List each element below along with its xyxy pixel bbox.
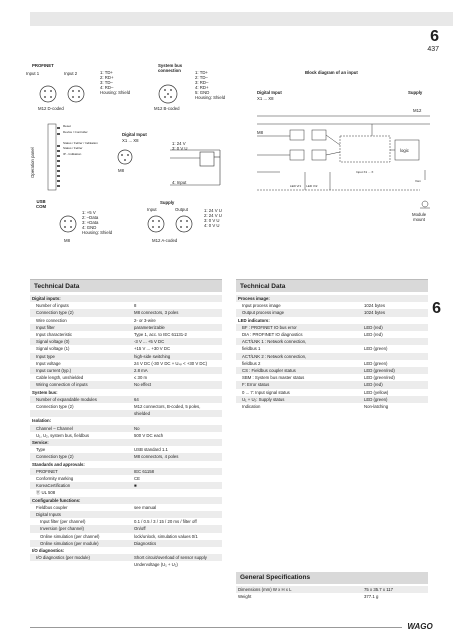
row-label: System bus: — [32, 389, 58, 395]
table-row — [30, 439, 222, 446]
chapter-number: 6 — [430, 28, 439, 45]
row-value: 24 V DC (-30 V DC + Uₛₚ < +30 V DC) — [134, 360, 208, 366]
row-label: Input current (typ.) — [36, 368, 72, 373]
row-value: 2- or 3-wire — [134, 317, 156, 323]
row-label: Online simulation (per module) — [40, 540, 99, 546]
table-row — [30, 331, 222, 338]
row-label: I/O diagnostics: — [32, 548, 65, 553]
table-row — [30, 533, 222, 540]
row-label: ACT/LNK 2 : Network connection, — [242, 353, 307, 359]
table-row — [30, 324, 222, 331]
table-row — [30, 317, 222, 324]
supply-output-label: Output — [175, 207, 188, 212]
table-row — [236, 331, 428, 338]
table-row — [30, 302, 222, 309]
row-label: Output process image — [242, 310, 285, 316]
table-row — [30, 353, 222, 360]
usb-pinout: 1: +5 V 2: –Data 3: +Data 4: GND Housing: Shield — [82, 210, 113, 235]
panel-labels: Reset Device / Controller Status / Fehler / Indikation Status / Fehler IP - Indikation — [63, 124, 98, 156]
row-label: Input voltage — [36, 360, 61, 366]
m8-label: M8 — [118, 168, 124, 173]
row-value: ■ — [134, 483, 137, 489]
input1-label: Input 1 — [26, 71, 40, 76]
module-mount-label: Module mount — [412, 212, 427, 222]
row-label: Input filter (per channel) — [40, 519, 86, 525]
m12-d-coded-label: M12 D-coded — [38, 106, 64, 111]
table-row — [30, 345, 222, 352]
table-row — [30, 547, 222, 554]
row-label: F: Error status — [242, 382, 270, 388]
block-led-labels: LED Vr1 LED Vr2 — [290, 184, 318, 188]
usb-title: USB COM — [36, 199, 47, 209]
table-row — [30, 417, 222, 424]
row-label: Process image: — [238, 296, 270, 301]
left-technical-data-header: Technical Data — [30, 279, 222, 292]
row-label: Wire connection — [36, 317, 67, 323]
table-row — [236, 586, 428, 593]
table-row — [30, 525, 222, 532]
table-row — [30, 374, 222, 381]
block-m8: M8 — [257, 130, 263, 135]
input2-label: Input 2 — [64, 71, 78, 76]
supply-pinout: 1: 24 V U 2: 24 V U 3: 0 V U 4: 0 V U — [204, 208, 222, 228]
row-label: U₁, U₂, system bus, fieldbus — [36, 432, 90, 438]
table-row — [30, 410, 222, 417]
row-value: M8 connectors, 3 poles — [134, 310, 179, 316]
row-label: Signal voltage (0) — [36, 339, 70, 345]
row-label: Number of inputs — [36, 303, 69, 309]
row-value: shielded — [134, 411, 151, 417]
row-label: Signal voltage (1) — [36, 346, 70, 352]
table-row — [30, 360, 222, 367]
row-value: Non-latching — [364, 404, 389, 409]
usb-connector — [60, 216, 76, 232]
row-value: No — [134, 425, 140, 431]
row-value: 1024 bytes — [364, 303, 386, 309]
table-row — [30, 482, 222, 489]
row-value: No effect — [134, 382, 152, 388]
table-row — [30, 338, 222, 345]
table-row — [236, 396, 428, 403]
row-value: 0.1 / 0.5 / 3 / 15 / 20 ms / filter off — [134, 519, 197, 525]
row-label: Indication — [242, 404, 261, 409]
table-row — [30, 511, 222, 518]
row-label: Cable length, unshielded — [36, 375, 84, 381]
profinet-connector-1 — [40, 86, 56, 102]
row-label: Input type — [36, 353, 55, 359]
block-supply: Supply — [408, 90, 423, 95]
table-row — [236, 317, 428, 324]
row-label: Fieldbus coupler — [36, 504, 68, 510]
table-row — [236, 353, 428, 360]
row-value: M12 connectors, B-coded, 5 poles, — [134, 404, 201, 409]
operation-panel-label: Operation panel — [30, 147, 35, 178]
footer-rule — [30, 627, 402, 628]
block-digital-input: Digital Input — [257, 90, 282, 95]
table-row — [30, 468, 222, 475]
row-value: 377.1 g — [364, 594, 379, 600]
block-logic: logic — [400, 148, 409, 153]
row-value: Diagnostics — [134, 540, 157, 546]
table-row — [30, 504, 222, 511]
row-value: Undervoltage (U₁ + U₂) — [134, 562, 178, 568]
table-row — [236, 367, 428, 374]
block-diagram — [257, 116, 430, 190]
row-value: LED (yellow) — [364, 389, 389, 395]
table-row — [30, 518, 222, 525]
row-label: fieldbus 2 — [242, 360, 261, 366]
table-row — [30, 295, 222, 302]
row-label: Dimensions (mm) W x H x L — [238, 587, 292, 592]
row-label: Connection type (2) — [36, 454, 74, 460]
table-row — [30, 432, 222, 439]
profinet-title: PROFINET — [32, 63, 54, 68]
table-row — [236, 360, 428, 367]
input4-label: 4: Input — [172, 180, 187, 185]
table-row — [236, 345, 428, 352]
row-value: LED (red) — [364, 324, 383, 330]
row-label: PROFINET — [36, 468, 58, 474]
block-m12: M12 — [413, 108, 422, 113]
digital-input-pinout: 1: 24 V 3: 0 V U — [172, 141, 188, 151]
table-row — [30, 554, 222, 561]
table-row — [236, 381, 428, 388]
m8-usb-label: M8 — [64, 238, 70, 243]
row-label: Online simulation (per channel) — [40, 533, 100, 539]
page-number: 437 — [427, 46, 439, 53]
row-value: 64 — [134, 396, 139, 402]
row-value: LED (green/red) — [364, 375, 395, 381]
table-row — [30, 489, 222, 496]
row-label: LED indicators: — [238, 317, 270, 323]
row-value: high-side switching — [134, 353, 171, 359]
row-value: -3 V ... +5 V DC — [134, 339, 165, 345]
table-row — [30, 309, 222, 316]
row-label: Weight — [238, 594, 252, 600]
row-label: fieldbus 1 — [242, 346, 261, 352]
row-label: Channel – Channel — [36, 425, 73, 431]
row-value: 1024 bytes — [364, 310, 386, 316]
table-row — [236, 295, 428, 302]
table-row — [30, 561, 222, 568]
supply-title: Supply — [160, 200, 175, 205]
m12-a-coded-label: M12 A-coded — [152, 238, 178, 243]
row-label: Standards and approvals: — [32, 461, 85, 467]
table-row — [30, 367, 222, 374]
profinet-pinout: 1: TD+ 2: RD+ 3: TD– 4: RD– Housing: Shield — [100, 70, 131, 95]
right-technical-data-header: Technical Data — [236, 279, 428, 292]
table-row — [236, 302, 428, 309]
row-label: BF : PROFINET IO bus error — [242, 324, 297, 330]
wago-logo: WAGO — [402, 621, 438, 632]
row-label: ACT/LNK 1 : Network connection, — [242, 339, 307, 345]
row-value: 75 x 35.7 x 117 — [364, 587, 394, 592]
table-row — [236, 338, 428, 345]
block-input-label: Input X1 ... X — [356, 170, 374, 174]
row-label: Digital Inputs — [36, 512, 61, 517]
table-row — [30, 497, 222, 504]
row-label: Isolation: — [32, 418, 52, 424]
table-row — [30, 475, 222, 482]
m12-b-coded-label: M12 B-coded — [154, 106, 180, 111]
row-label: Input characteristic — [36, 332, 73, 337]
table-row — [30, 381, 222, 388]
table-row — [236, 374, 428, 381]
row-label: Configurable functions: — [32, 497, 81, 503]
table-row — [30, 425, 222, 432]
row-value: Type 1, acc. to IEC 61131-2 — [134, 332, 187, 337]
row-label: Inversion (per channel) — [40, 526, 84, 532]
row-label: Connection type (2) — [36, 310, 74, 316]
row-value: LED (green) — [364, 346, 388, 352]
row-label: 0 ... 7: Input signal status — [242, 389, 290, 395]
row-label: Number of expandable modules — [36, 396, 97, 402]
row-label: Connection type (2) — [36, 404, 74, 409]
table-row — [30, 453, 222, 460]
row-value: LED (green/red) — [364, 368, 395, 373]
table-row — [30, 461, 222, 468]
row-label: Service: — [32, 440, 49, 445]
row-value: parameterizable — [134, 324, 165, 330]
row-value: LED (green) — [364, 360, 388, 366]
table-row — [30, 446, 222, 453]
table-row — [30, 403, 222, 410]
block-diagram-title: Block diagram of an input — [305, 70, 358, 75]
row-label: Input process image — [242, 303, 281, 309]
systembus-pinout: 1: TD+ 2: TD– 3: RD– 4: RD+ 5: GND Housing: Shield — [195, 70, 226, 100]
row-label: KoreaCertification — [36, 483, 71, 489]
digital-input-connector — [118, 150, 132, 164]
row-label: SBM : System bus master status — [242, 375, 305, 381]
row-label: DIA : PROFINET IO diagnostics — [242, 332, 303, 337]
row-value: LED (red) — [364, 332, 383, 337]
row-value: LED (green) — [364, 396, 388, 402]
chapter-marker: 6 — [432, 300, 441, 317]
supply-output-connector — [176, 216, 192, 232]
row-value: On/off — [134, 526, 146, 532]
digital-input-range: X1 ... X8 — [122, 138, 139, 143]
table-row — [236, 309, 428, 316]
general-specifications-header: General Specifications — [236, 572, 428, 584]
row-value: lock/unlock, simulation values 0/1 — [134, 533, 198, 539]
row-value: CE — [134, 476, 140, 481]
row-value: LED (red) — [364, 382, 383, 388]
row-value: Short circuit/overload of sensor supply — [134, 555, 207, 561]
row-label: Type — [36, 447, 46, 453]
table-row — [30, 389, 222, 396]
row-value: 500 V DC each — [134, 432, 164, 438]
module-mount-icon — [422, 201, 428, 207]
row-label: Digital inputs: — [32, 296, 61, 301]
table-row — [236, 593, 428, 600]
operation-panel — [48, 124, 56, 190]
row-value: see manual — [134, 504, 157, 510]
row-label: Conformity marking — [36, 476, 74, 481]
supply-input-connector — [148, 216, 164, 232]
row-value: 2.8 mA — [134, 368, 148, 373]
digital-input-title: Digital Input — [122, 132, 147, 137]
row-value: IEC 61158 — [134, 468, 154, 474]
table-row — [236, 403, 428, 410]
table-row — [236, 389, 428, 396]
row-label: CS : Fieldbus coupler status — [242, 368, 296, 373]
row-value: M8 connectors, 4 poles — [134, 454, 179, 460]
profinet-connector-2 — [68, 86, 84, 102]
row-value: ≤ 30 m — [134, 375, 148, 381]
row-label: Wiring connection of inputs — [36, 382, 88, 388]
systembus-title: System bus connection — [158, 63, 183, 73]
row-value: USB standard 1.1 — [134, 447, 168, 453]
block-range: X1 ... X8 — [257, 96, 274, 101]
row-label: I/O diagnostics (per module) — [36, 555, 90, 561]
table-row — [236, 324, 428, 331]
block-vsm: Vsm — [415, 179, 421, 183]
row-value: 8 — [134, 303, 137, 309]
table-row — [30, 540, 222, 547]
table-row — [30, 396, 222, 403]
row-label: U₁ + U₂: Supply status — [242, 396, 285, 402]
row-label: Ⓡ UL 508 — [36, 490, 56, 496]
supply-input-label: Input — [147, 207, 157, 212]
row-value: +15 V ... +30 V DC — [134, 346, 171, 352]
row-label: Input filter — [36, 324, 55, 330]
